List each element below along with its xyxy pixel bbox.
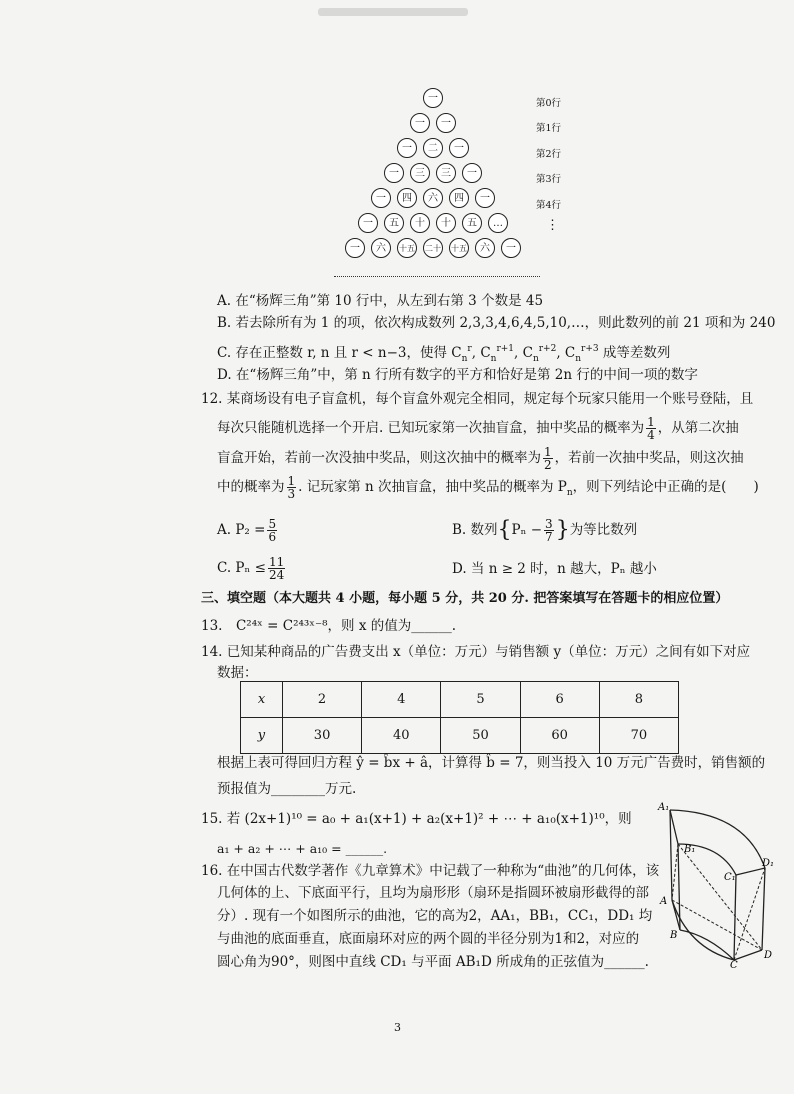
table-cell: 5 — [441, 682, 520, 718]
curved-pool-figure — [650, 800, 780, 970]
label-c: C — [730, 960, 738, 970]
q15-line2: a₁ + a₂ + ⋯ + a₁₀ = ______. — [217, 841, 388, 856]
q14-line2: 数据： — [217, 665, 258, 681]
triangle-cell: 五 — [462, 213, 482, 233]
q14-data-table — [240, 681, 679, 754]
table-cell: 2 — [282, 682, 361, 718]
triangle-cell: 二十 — [423, 238, 443, 258]
q12-option-b: B. 数列{Pₙ − $\frac{3}{7}$ }为等比数列 — [452, 517, 638, 544]
table-cell: y — [241, 718, 283, 754]
triangle-cell: 六 — [475, 238, 495, 258]
row-label-3: 第3行 — [536, 174, 562, 185]
triangle-cell: 一 — [436, 113, 456, 133]
triangle-cell: 一 — [501, 238, 521, 258]
label-d: D — [764, 950, 773, 961]
q14-line4: 预报值为________万元. — [217, 781, 357, 797]
label-a1: A₁ — [658, 802, 670, 813]
q16-line4: 与曲池的底面垂直，底面扇环对应的两个圆的半径分别为1和2，对应的 — [217, 931, 640, 947]
row-label-0: 第0行 — [536, 98, 562, 109]
table-cell: 60 — [520, 718, 599, 754]
triangle-cell: 一 — [384, 163, 404, 183]
label-b1: B₁ — [684, 844, 696, 855]
triangle-cell: 一 — [423, 88, 443, 108]
triangle-cell: 四 — [449, 188, 469, 208]
q12-frac-1-3: $\frac{1}{3}$ — [287, 474, 296, 501]
triangle-cell: 六 — [423, 188, 443, 208]
triangle-cell: 一 — [371, 188, 391, 208]
row-label-4: 第4行 — [536, 200, 562, 211]
triangle-cell: … — [488, 213, 508, 233]
q15-line1: 15. 若 (2x+1)¹⁰ = a₀ + a₁(x+1) + a₂(x+1)² + ⋯ + a₁₀(x+1)¹⁰，则 — [201, 811, 632, 827]
q12-line3: 盲盒开始，若前一次没抽中奖品，则这次抽中的概率为 $\frac{1}{2}$ ，若前一次抽中奖品，则这次抽 — [217, 445, 744, 472]
q13: 13. C²⁴ˣ = C²⁴³ˣ⁻⁸，则 x 的值为______. — [201, 618, 457, 634]
triangle-cell: 五 — [384, 213, 404, 233]
q11-option-d: D. 在“杨辉三角”中，第 n 行所有数字的平方和恰好是第 2n 行的中间一项的数字 — [217, 367, 698, 383]
q12-frac-1-2: $\frac{1}{2}$ — [544, 445, 552, 472]
q12-line4: 中的概率为 $\frac{1}{3}$ . 记玩家第 n 次抽盲盒，抽中奖品的概率为 $P_n$，则下列结论中正确的是( ) — [217, 474, 759, 501]
page-number: 3 — [394, 1021, 401, 1034]
table-cell: 4 — [362, 682, 441, 718]
q16-line1: 16. 在中国古代数学著作《九章算术》中记载了一种称为“曲池”的几何体，该 — [201, 863, 660, 879]
table-cell: 6 — [520, 682, 599, 718]
triangle-cell: 一 — [397, 138, 417, 158]
header-bleed — [318, 8, 468, 16]
triangle-cell: 一 — [475, 188, 495, 208]
triangle-cell: 十 — [436, 213, 456, 233]
table-cell: 8 — [599, 682, 678, 718]
yanghui-triangle — [330, 88, 540, 278]
triangle-cell: 三 — [410, 163, 430, 183]
triangle-cell: 一 — [449, 138, 469, 158]
q16-line2: 几何体的上、下底面平行，且均为扇形形（扇环是指圆环被扇形截得的部 — [217, 885, 649, 901]
triangle-cell: 二 — [423, 138, 443, 158]
label-d1: D₁ — [762, 858, 775, 869]
label-c1: C₁ — [724, 872, 736, 883]
label-a: A — [660, 896, 668, 907]
table-cell: 50 — [441, 718, 520, 754]
triangle-cell: 一 — [462, 163, 482, 183]
table-cell: x — [241, 682, 283, 718]
table-cell: 70 — [599, 718, 678, 754]
q12-option-d: D. 当 n ≥ 2 时，n 越大，Pₙ 越小 — [452, 561, 657, 577]
q12-option-a: A. P₂ = $\frac{5}{6}$ — [217, 517, 277, 544]
label-b: B — [670, 930, 678, 941]
triangle-cell: 六 — [371, 238, 391, 258]
triangle-cell: 四 — [397, 188, 417, 208]
q12-frac-1-4: $\frac{1}{4}$ — [647, 415, 655, 442]
q12-option-c: C. Pₙ ≤ $\frac{11}{24}$ — [217, 555, 285, 582]
triangle-cell: 一 — [358, 213, 378, 233]
table-row — [241, 682, 679, 718]
q12-line1: 12. 某商场设有电子盲盒机，每个盲盒外观完全相同，规定每个玩家只能用一个账号登陆，且 — [201, 391, 754, 407]
q11-option-a: A. 在“杨辉三角”第 10 行中，从左到右第 3 个数是 45 — [217, 293, 544, 309]
q16-line3: 分）. 现有一个如图所示的曲池，它的高为2，AA₁，BB₁，CC₁，DD₁ 均 — [217, 908, 653, 924]
triangle-dots-bottom — [334, 276, 540, 277]
q14-line1: 14. 已知某种商品的广告费支出 x（单位：万元）与销售额 y（单位：万元）之间有如下对应 — [201, 644, 751, 660]
row-label-1: 第1行 — [536, 123, 562, 134]
q14-line3: 根据上表可得回归方程 ŷ = b̂x + â，计算得 b̂ = 7，则当投入 10 万元广告费时，销售额的 — [217, 755, 766, 771]
row-label-2: 第2行 — [536, 149, 562, 160]
section3-heading: 三、填空题（本大题共 4 小题，每小题 5 分，共 20 分. 把答案填写在答题卡的相应位置） — [201, 591, 729, 606]
table-cell: 30 — [282, 718, 361, 754]
q12-line2: 每次只能随机选择一个开启. 已知玩家第一次抽盲盒，抽中奖品的概率为 $\frac{1}{4}$ ，从第二次抽 — [217, 415, 739, 442]
triangle-cell: 十五 — [449, 238, 469, 258]
triangle-cell: 十五 — [397, 238, 417, 258]
triangle-cell: 三 — [436, 163, 456, 183]
triangle-cell: 十 — [410, 213, 430, 233]
q11-option-b: B. 若去除所有为 1 的项，依次构成数列 2,3,3,4,6,4,5,10,…，则此数列的前 21 项和为 240 — [217, 315, 776, 331]
table-row — [241, 718, 679, 754]
triangle-cell: 一 — [410, 113, 430, 133]
q11-option-c: C. 存在正整数 r, n 且 r < n−3，使得 $C_n^r$, $C_n^{r+1}$, $C_n^{r+2}$, $C_n^{r+3}$ 成等差数列 — [217, 344, 671, 364]
row-label-vdots: ⋮ — [546, 218, 559, 233]
table-cell: 40 — [362, 718, 441, 754]
q16-line5: 圆心角为90°，则图中直线 CD₁ 与平面 AB₁D 所成角的正弦值为______. — [217, 954, 649, 970]
triangle-cell: 一 — [345, 238, 365, 258]
